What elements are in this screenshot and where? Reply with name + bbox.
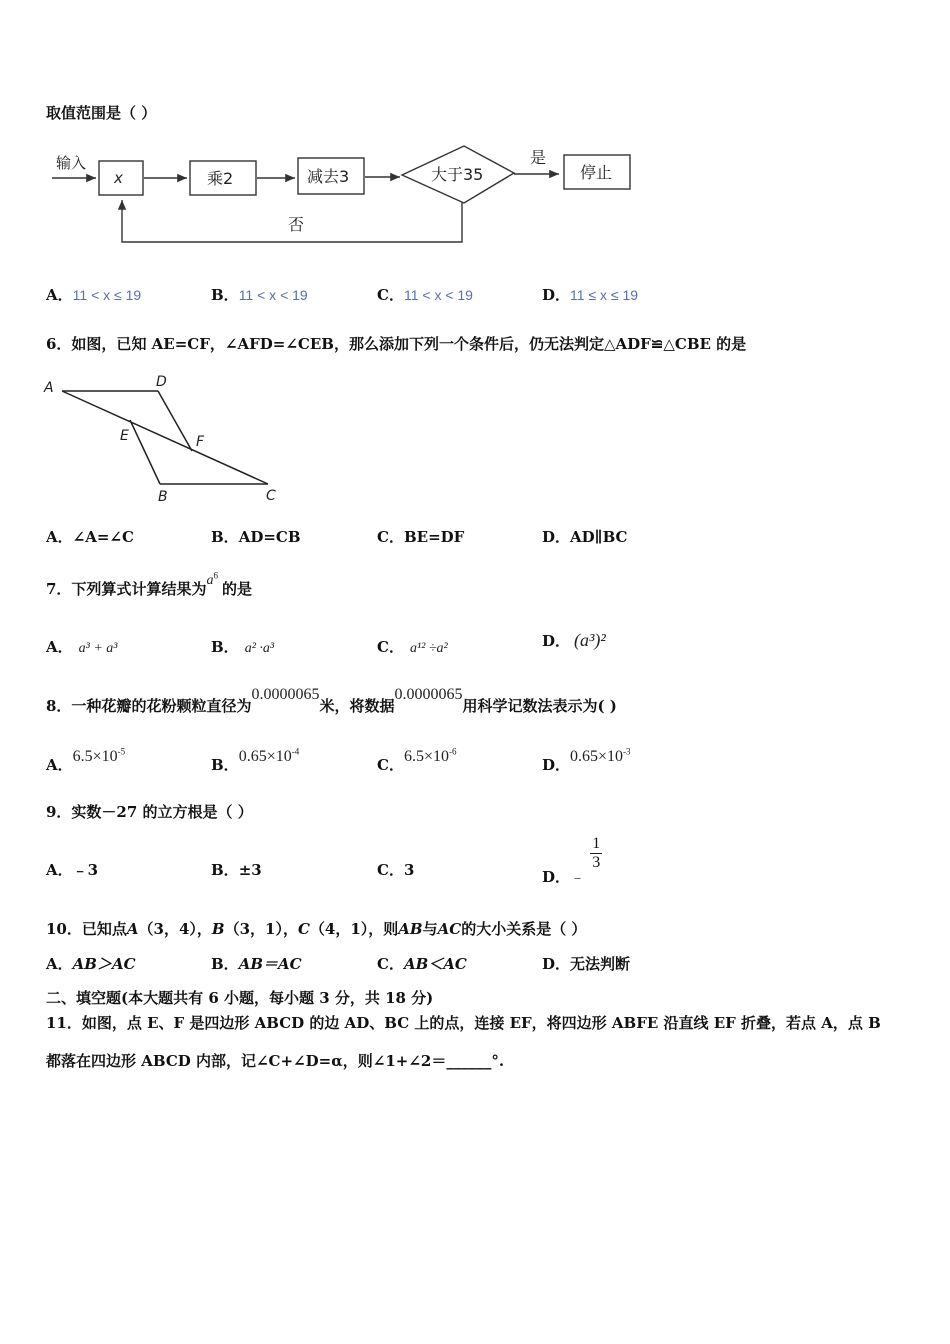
flow-stop: 停止 (580, 163, 613, 182)
q5-option-b: B．11 < x < 19 (211, 286, 308, 304)
q7-option-a: A． a³ + a³ (46, 638, 118, 656)
q8-option-a: A．$6.5\times 10^{-5}$ (46, 746, 126, 774)
flow-cond: 大于35 (431, 165, 484, 184)
q10-option-a: A．AB＞AC (46, 955, 136, 973)
q5-option-c: C．11 < x < 19 (377, 286, 473, 304)
q8-option-c: C．$6.5\times 10^{-6}$ (377, 746, 457, 774)
q11-line-1: 11．如图，点 E、F 是四边形 ABCD 的边 AD、BC 上的点，连接 EF，将四边形 ABFE 沿直线 EF 折叠，若点 A，点 B (46, 1014, 881, 1032)
q8-option-d: D．$0.65\times 10^{-3}$ (542, 746, 631, 774)
section-2-title: 二、填空题(本大题共有 6 小题，每小题 3 分，共 18 分) (46, 989, 434, 1007)
fig-label-a: A (44, 380, 54, 396)
flow-sub: 减去3 (307, 167, 350, 186)
q6-stem: 6．如图，已知 AE=CF，∠AFD=∠CEB，那么添加下列一个条件后，仍无法判定△ADF≌△CBE 的是 (46, 335, 747, 353)
q6-option-c: C．BE=DF (377, 528, 465, 546)
q10-option-d: D．无法判断 (542, 955, 631, 973)
q9-stem: 9．实数－27 的立方根是（ ） (46, 803, 253, 821)
q8-value-2: 0.0000065 (394, 686, 463, 703)
q6-option-a: A．∠A=∠C (46, 528, 134, 546)
q9-option-c: C．3 (377, 861, 415, 879)
q7-stem: 7．下列算式计算结果为$a^6$的是 (46, 570, 252, 598)
flow-yes: 是 (530, 148, 547, 167)
fig-label-b: B (158, 489, 168, 505)
fig-label-f: F (196, 434, 205, 450)
q7-option-c: C． a¹² ÷a² (377, 638, 448, 656)
q5-option-d: D．11 ≤ x ≤ 19 (542, 286, 639, 304)
q10-stem: 10．已知点A（3，4），B（3，1），C（4，1），则AB与AC的大小关系是（ ） (46, 920, 587, 938)
fig-label-c: C (266, 488, 276, 504)
flow-x: x (114, 169, 123, 187)
q8-value-1: 0.0000065 (251, 686, 320, 703)
q5-stem-tail: 取值范围是（ ） (46, 104, 157, 122)
q5-option-a: A．11 < x ≤ 19 (46, 286, 142, 304)
q10-option-b: B．AB＝AC (211, 955, 302, 973)
q6-option-d: D．AD∥BC (542, 528, 628, 546)
q5-flowchart (44, 138, 644, 250)
q6-figure (40, 370, 290, 510)
q11-line-2: 都落在四边形 ABCD 内部，记∠C+∠D=α，则∠1+∠2＝______°. (46, 1052, 505, 1070)
q8-option-b: B．$0.65\times 10^{-4}$ (211, 746, 300, 774)
q9-option-d: D．﹣ $\frac{1}{3}$ (542, 835, 601, 886)
fig-label-e: E (120, 428, 129, 444)
q9-option-b: B．±3 (211, 861, 262, 879)
q6-option-b: B．AD=CB (211, 528, 301, 546)
q10-option-c: C．AB＜AC (377, 955, 467, 973)
q7-option-d: D． (a³)² (542, 630, 606, 650)
q7-option-b: B． a² ·a³ (211, 638, 275, 656)
flow-mul: 乘2 (207, 169, 234, 188)
q8-stem: 8．一种花瓣的花粉颗粒直径为0.0000065米，将数据0.0000065用科学记数法表示为( ) (46, 686, 617, 715)
q9-d-fraction: $\frac{1}{3}$ (592, 835, 601, 871)
fig-label-d: D (156, 374, 167, 390)
q9-option-a: A．﹣3 (46, 861, 99, 879)
flow-input-label: 输入 (56, 154, 87, 172)
flow-no: 否 (288, 215, 305, 234)
